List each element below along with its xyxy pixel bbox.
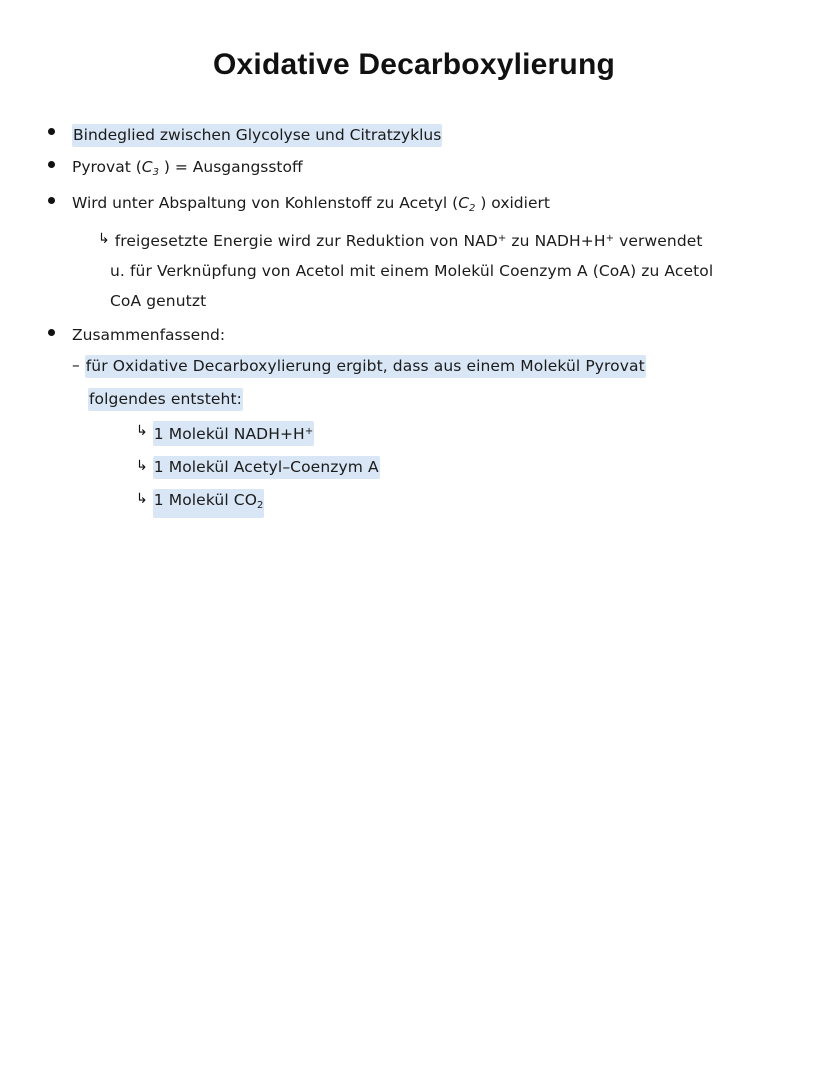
sub-list-item xyxy=(136,489,784,518)
list-item-text: Zusammenfassend: xyxy=(72,326,226,344)
sub-list-item-text: 1 Molekül Acetyl–Coenzym A xyxy=(153,456,380,479)
dash-icon: – xyxy=(72,356,80,374)
list-item xyxy=(44,157,784,183)
continuation-line xyxy=(110,261,784,281)
hook-arrow-icon: ↳ xyxy=(136,491,148,507)
sub-list-item-text: 1 Molekül $CO_2$ xyxy=(153,489,265,518)
sub-list-item xyxy=(136,421,784,446)
continuation-line xyxy=(88,388,784,411)
continuation-text: folgendes entsteht: xyxy=(88,388,243,411)
bullet-icon xyxy=(44,193,72,213)
continuation-line xyxy=(110,291,784,311)
continuation-text: u. für Verknüpfung von Acetol mit einem Molekül Coenzym A (CoA) zu Acetol xyxy=(110,262,714,280)
sub-list-item-text: 1 Molekül NADH+H+ xyxy=(153,421,315,446)
hook-arrow-icon: ↳ xyxy=(136,423,148,439)
bullet-icon xyxy=(44,157,72,177)
sub-list-item-text: für Oxidative Decarboxylierung ergibt, dass aus einem Molekül Pyrovat xyxy=(85,355,646,378)
sub-list-item xyxy=(72,355,784,378)
list-item xyxy=(44,325,784,345)
continuation-text: CoA genutzt xyxy=(110,292,207,310)
list-item xyxy=(44,193,784,219)
hook-arrow-icon: ↳ xyxy=(136,458,148,474)
bullet-icon xyxy=(44,124,72,144)
list-item-text: Pyrovat ($C_3$ ) = Ausgangsstoff xyxy=(72,158,303,178)
bullet-icon xyxy=(44,325,72,345)
page-title: Oxidative Decarboxylierung xyxy=(212,48,615,81)
list-item-text: Bindeglied zwischen Glycolyse und Citratzyklus xyxy=(72,124,442,147)
list-item-text: Wird unter Abspaltung von Kohlenstoff zu Acetyl ($C_2$ ) oxidiert xyxy=(72,194,550,214)
sub-list-item xyxy=(98,229,784,251)
hook-arrow-icon: ↳ xyxy=(98,231,110,247)
sub-list-item xyxy=(136,456,784,479)
list-item xyxy=(44,124,784,147)
notes-body xyxy=(44,124,784,518)
sub-list-item-text: freigesetzte Energie wird zur Reduktion von NAD+ zu NADH+H+ verwendet xyxy=(114,232,703,250)
